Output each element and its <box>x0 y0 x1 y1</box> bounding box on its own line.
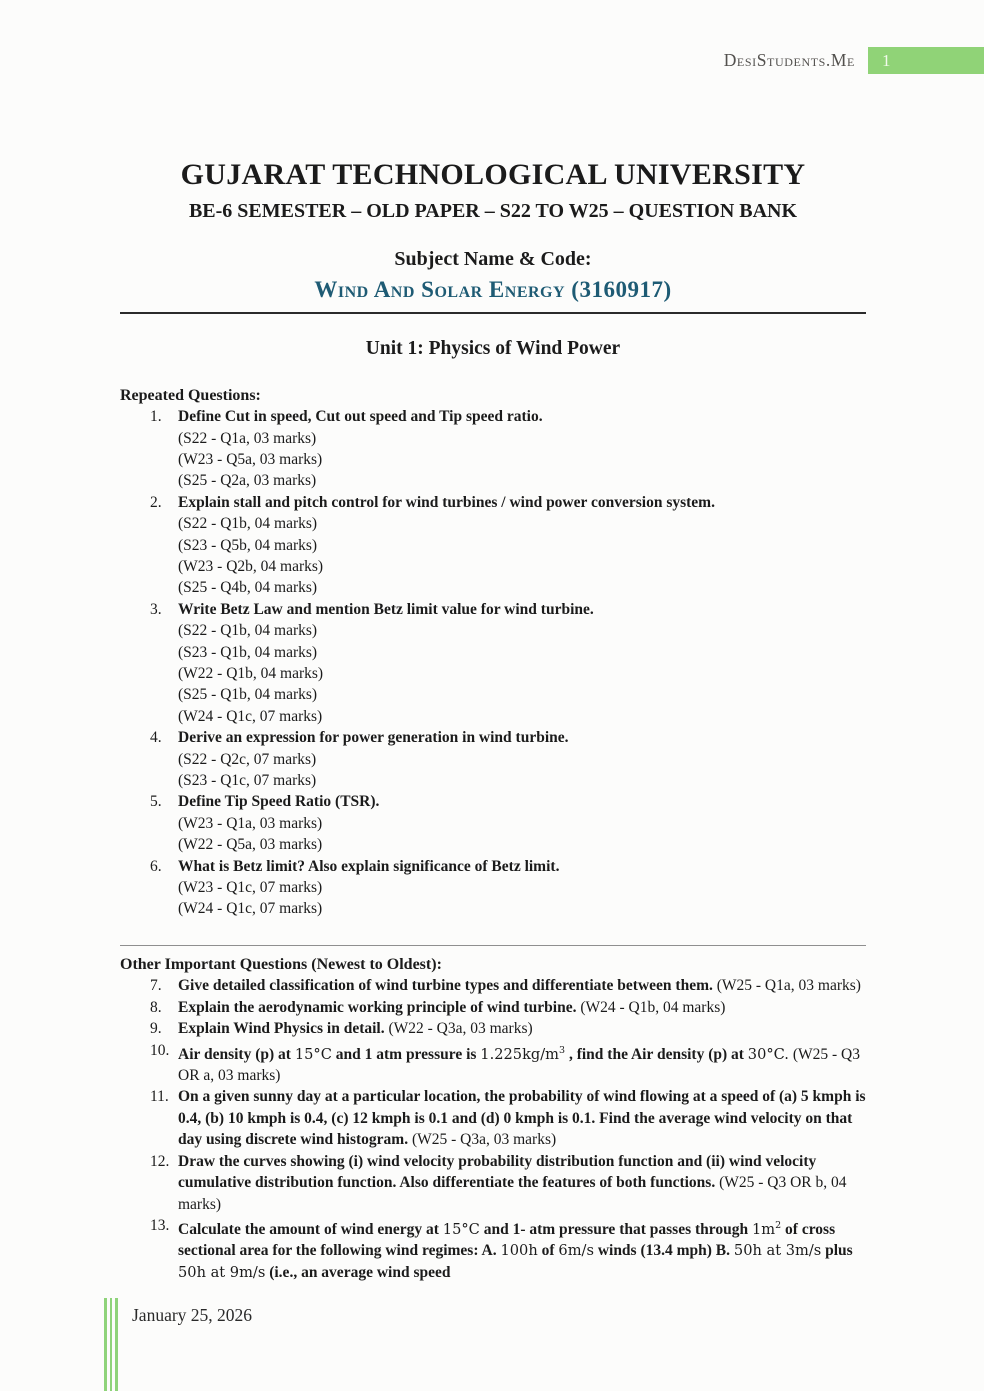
repeated-questions-list <box>120 406 866 920</box>
other-questions-list <box>120 975 866 1283</box>
marks-line: (W24 - Q1c, 07 marks) <box>178 900 323 918</box>
question-text: What is Betz limit? Also explain significance of Betz limit. <box>178 857 560 875</box>
question-marks-segment: (W24 - Q1b, 04 marks) <box>580 998 726 1016</box>
question-item <box>120 727 866 791</box>
question-number: 3. <box>150 600 162 618</box>
question-body <box>178 975 866 996</box>
footer-stripe <box>110 1298 113 1391</box>
subject-label: Subject Name & Code: <box>394 248 592 270</box>
unit-heading: Unit 1: Physics of Wind Power <box>365 338 621 360</box>
question-marks-segment: (W25 - Q1a, 03 marks) <box>716 977 861 995</box>
superscript-segment: 2 <box>775 1219 782 1231</box>
question-body <box>178 1018 866 1039</box>
math-segment: 30°C. <box>747 1045 789 1063</box>
question-number: 6. <box>150 857 162 875</box>
question-number: 1. <box>150 408 162 426</box>
section-divider <box>120 945 866 946</box>
math-segment: 15°C <box>442 1221 480 1239</box>
question-item <box>120 856 866 920</box>
marks-line: (W22 - Q1b, 04 marks) <box>178 665 324 683</box>
paper-subtitle: BE-6 SEMESTER – OLD PAPER – S22 TO W25 – QUESTION BANK <box>188 200 798 222</box>
question-item <box>120 492 866 599</box>
question-marks-segment: (W25 - Q3a, 03 marks) <box>411 1131 557 1149</box>
question-text: Define Tip Speed Ratio (TSR). <box>178 793 380 811</box>
question-number: 12. <box>150 1152 170 1170</box>
math-segment: 1.225kg/m <box>480 1045 560 1063</box>
math-segment: 100h <box>500 1242 538 1260</box>
question-item <box>120 997 866 1018</box>
footer-stripes-decoration <box>104 1298 121 1391</box>
marks-line: (S23 - Q1b, 04 marks) <box>178 643 318 661</box>
question-body <box>178 1086 866 1150</box>
question-item <box>120 599 866 727</box>
marks-line: (S22 - Q1b, 04 marks) <box>178 622 318 640</box>
footer-stripe <box>115 1298 118 1391</box>
question-text-segment: Calculate the amount of wind energy at <box>178 1221 443 1239</box>
marks-line: (W23 - Q1c, 07 marks) <box>178 879 323 897</box>
math-segment: 1m <box>751 1221 776 1239</box>
marks-line: (S22 - Q1b, 04 marks) <box>178 515 318 533</box>
marks-line: (W22 - Q5a, 03 marks) <box>178 836 323 854</box>
math-segment: 6m/s <box>558 1242 594 1260</box>
page-number-badge <box>868 47 984 74</box>
question-marks-segment: (W25 - Q3 OR b, 04 marks) <box>178 1174 847 1213</box>
question-text-segment: Explain the aerodynamic working principle of wind turbine. <box>178 998 581 1016</box>
question-text-segment: On a given sunny day at a particular location, the probability of wind flowing at a speed of (a) 5 kmph is 0.4, (b) 10 kmph is 0.4, (c) 12 kmph is 0.1 and (d) 0 kmph is 0.1. Find the average wind velocity on that day using discrete wind histogram. <box>178 1088 866 1149</box>
question-number: 4. <box>150 729 162 747</box>
question-number: 13. <box>150 1216 170 1234</box>
question-text-segment: , find the Air density (p) at <box>565 1045 748 1063</box>
page-number: 1 <box>882 50 891 70</box>
marks-line: (S23 - Q1c, 07 marks) <box>178 772 317 790</box>
subject-divider <box>120 312 866 314</box>
footer-stripe <box>104 1298 107 1391</box>
footer-date: January 25, 2026 <box>132 1305 253 1325</box>
math-segment: 15°C <box>294 1045 332 1063</box>
marks-line: (W24 - Q1c, 07 marks) <box>178 707 323 725</box>
question-body <box>178 1040 866 1087</box>
question-text: Write Betz Law and mention Betz limit value for wind turbine. <box>178 600 594 618</box>
question-body <box>178 406 866 492</box>
site-name: DesiStudents.Me <box>723 50 855 70</box>
marks-line: (S23 - Q5b, 04 marks) <box>178 536 318 554</box>
question-body <box>178 997 866 1018</box>
marks-line: (S25 - Q2a, 03 marks) <box>178 472 317 490</box>
other-questions-heading: Other Important Questions (Newest to Oldest): <box>120 955 442 973</box>
question-text-segment: Give detailed classification of wind turbine types and differentiate between them. <box>178 977 717 995</box>
question-item <box>120 406 866 492</box>
document-body <box>120 158 866 1283</box>
question-marks-segment: (W22 - Q3a, 03 marks) <box>388 1020 533 1038</box>
subject-name: Wind And Solar Energy (3160917) <box>314 277 672 302</box>
question-number: 7. <box>150 977 162 995</box>
question-text-segment: Air density (p) at <box>178 1045 295 1063</box>
question-body <box>178 727 866 791</box>
question-item <box>120 1040 866 1087</box>
page-header <box>724 47 984 74</box>
question-body <box>178 492 866 599</box>
question-text-segment: and 1 atm pressure is <box>331 1045 481 1063</box>
question-item <box>120 791 866 855</box>
math-segment: 50h at 9m/s <box>178 1263 266 1281</box>
question-text-segment: plus <box>821 1242 853 1260</box>
question-item <box>120 975 866 996</box>
question-text-segment: of cross sectional area for the following wind regimes: A. <box>178 1221 836 1260</box>
question-body <box>178 791 866 855</box>
marks-line: (S25 - Q4b, 04 marks) <box>178 579 318 597</box>
question-item <box>120 1018 866 1039</box>
question-number: 11. <box>150 1088 169 1106</box>
question-item <box>120 1151 866 1215</box>
question-body <box>178 856 866 920</box>
question-body <box>178 599 866 727</box>
marks-line: (W23 - Q2b, 04 marks) <box>178 557 324 575</box>
question-text: Define Cut in speed, Cut out speed and Tip speed ratio. <box>178 408 543 426</box>
marks-line: (S22 - Q1a, 03 marks) <box>178 429 317 447</box>
university-title: GUJARAT TECHNOLOGICAL UNIVERSITY <box>180 158 806 191</box>
marks-line: (S22 - Q2c, 07 marks) <box>178 750 317 768</box>
question-number: 10. <box>150 1041 170 1059</box>
question-marks-segment: (W25 - Q3 OR a, 03 marks) <box>178 1045 860 1085</box>
question-text-segment: and 1- atm pressure that passes through <box>479 1221 752 1239</box>
question-body <box>178 1215 866 1283</box>
question-text: Explain stall and pitch control for wind turbines / wind power conversion system. <box>178 493 715 511</box>
question-number: 5. <box>150 793 162 811</box>
question-item <box>120 1215 866 1283</box>
superscript-segment: 3 <box>559 1044 566 1056</box>
question-number: 2. <box>150 493 162 511</box>
question-number: 8. <box>150 998 162 1016</box>
question-text: Derive an expression for power generation in wind turbine. <box>178 729 569 747</box>
marks-line: (S25 - Q1b, 04 marks) <box>178 686 318 704</box>
question-text-segment: (i.e., an average wind speed <box>265 1263 451 1281</box>
question-body <box>178 1151 866 1215</box>
marks-line: (W23 - Q5a, 03 marks) <box>178 450 323 468</box>
repeated-questions-heading: Repeated Questions: <box>120 386 261 404</box>
math-segment: 50h at 3m/s <box>733 1242 822 1260</box>
question-number: 9. <box>150 1020 162 1038</box>
question-text-segment: Draw the curves showing (i) wind velocity probability distribution function and (ii) wind velocity cumulative distribution function. Also differentiate the features of both functions. <box>178 1152 817 1192</box>
question-text-segment: winds (13.4 mph) B. <box>593 1242 734 1260</box>
question-text-segment: of <box>537 1242 559 1260</box>
question-text-segment: Explain Wind Physics in detail. <box>178 1020 389 1038</box>
marks-line: (W23 - Q1a, 03 marks) <box>178 814 323 832</box>
question-item <box>120 1086 866 1150</box>
